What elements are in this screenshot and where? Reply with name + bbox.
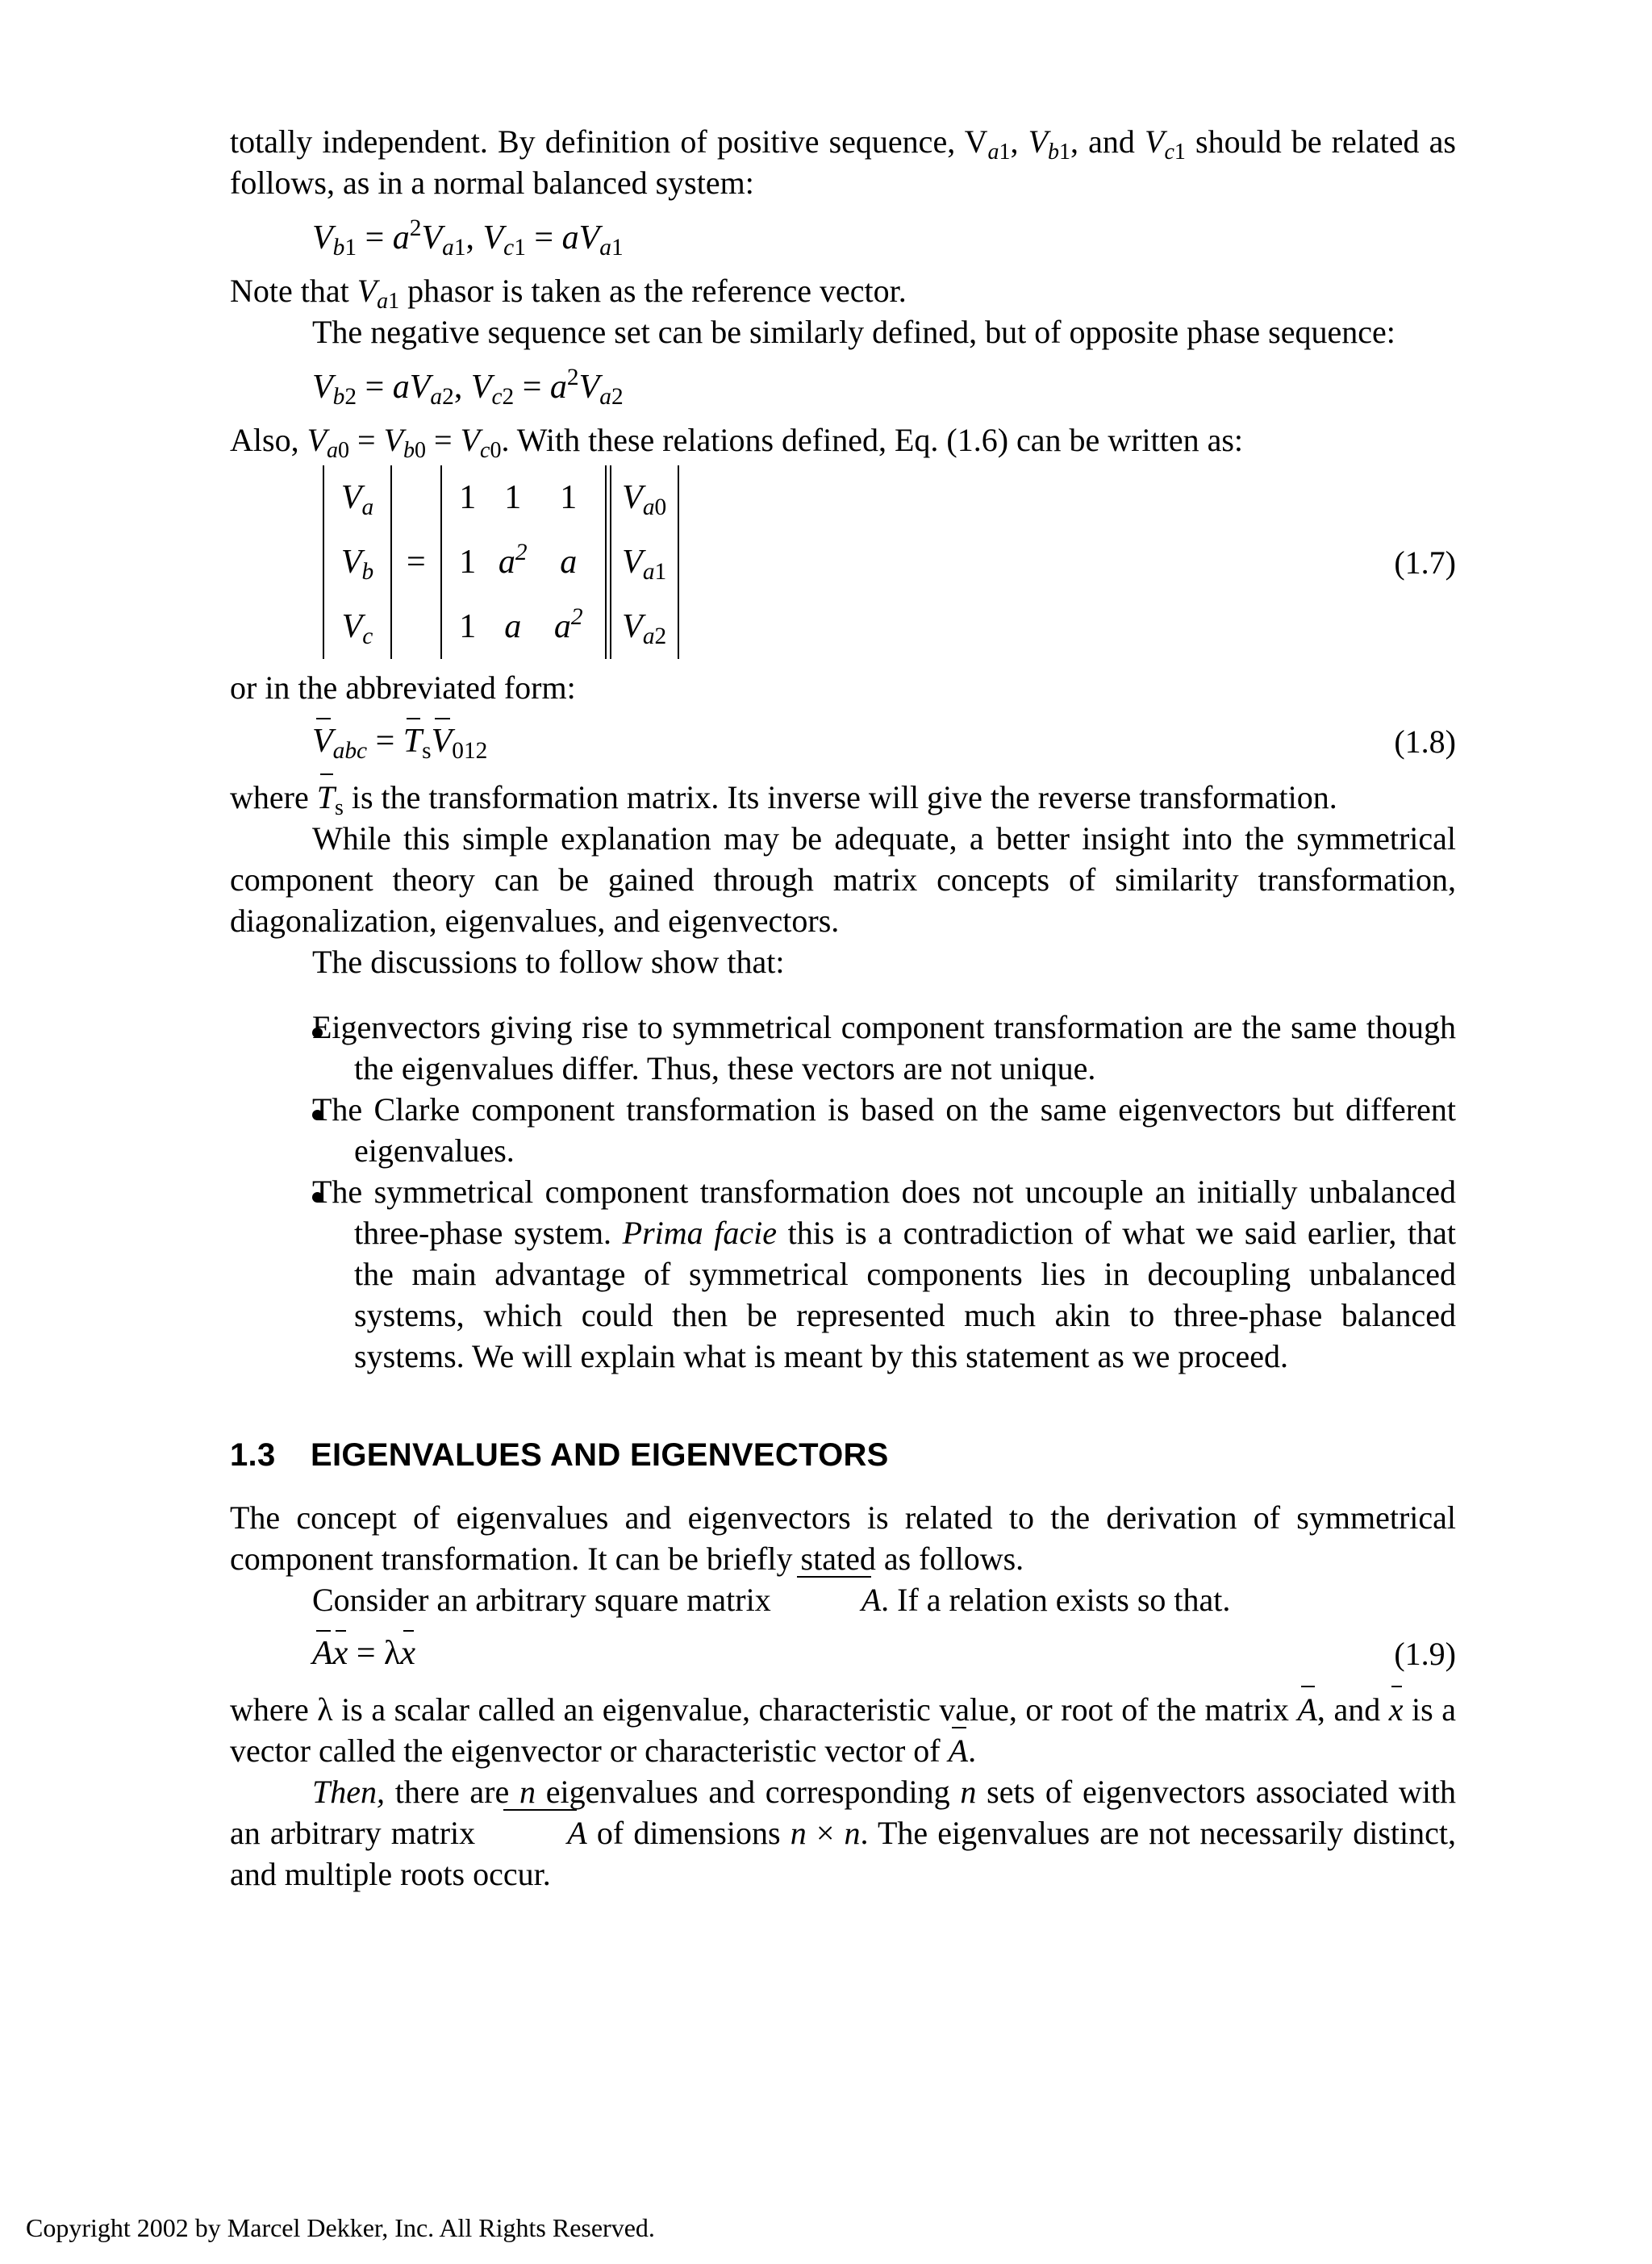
equation-number: (1.9) [1394, 1636, 1456, 1672]
paragraph-insight: While this simple explanation may be adequate, a better insight into the symmetrical component theory can be gained through matrix concepts of similarity transformation, diagonalization, eigenvalues, and eigenvectors. [230, 820, 1456, 939]
page-body [230, 121, 1456, 1895]
list-item: Eigenvectors giving rise to symmetrical component transformation are the same though the eigenvalues differ. Thus, these vectors are not unique. [230, 1007, 1456, 1089]
list-item: The symmetrical component transformation does not uncouple an initially unbalanced three-phase system. Prima facie this is a contradiction of what we said earlier, that the main advantage of symmetrical components lies in decoupling unbalanced systems, which could then be represented much akin to three-phase balanced systems. We will explain what is meant by this statement as we proceed. [230, 1171, 1456, 1377]
bullet-icon [312, 1007, 323, 1048]
equation-number: (1.8) [1394, 723, 1456, 760]
paragraph-discussions: The discussions to follow show that: [312, 944, 785, 980]
equation-negative-sequence: $V_{b2} = aV_{a2}$, $V_{c2} = a^2V_{a2}$ [312, 364, 624, 411]
bullet-list [230, 1007, 1456, 1377]
equation-positive-sequence: $V_{b1} = a^2V_{a1}$, $V_{c1} = aV_{a1}$ [312, 215, 624, 261]
matrix-v012: $V_{a0}$ $V_{a1}$ $V_{a2}$ [610, 465, 679, 659]
paragraph-arbitrary-matrix: Consider an arbitrary square matrix A. If a relation exists so that. [230, 1579, 1456, 1620]
section-heading: 1.3 EIGENVALUES AND EIGENVECTORS [230, 1437, 889, 1473]
matrix-vabc: $V_a$ $V_b$ $V_c$ [323, 465, 392, 659]
paragraph-negative-sequence: The negative sequence set can be similarly defined, but of opposite phase sequence: [312, 314, 1395, 350]
paragraph-positive-sequence: totally independent. By definition of positive sequence, $V_{a1}$, $V_{b1}$, and $V_{c1}$ should be related as follows, as in a normal balanced system: [230, 123, 1456, 201]
paragraph-zero-sequence: Also, $V_{a0} = V_{b0} = V_{c0}$. With these relations defined, Eq. (1.6) can be written as: [230, 422, 1244, 463]
equation-number: (1.7) [1394, 544, 1456, 581]
list-item: The Clarke component transformation is based on the same eigenvectors but different eigenvalues. [230, 1089, 1456, 1171]
copyright-notice: Copyright 2002 by Marcel Dekker, Inc. All Rights Reserved. [26, 2213, 655, 2242]
bullet-icon [312, 1171, 323, 1212]
equation-1-8: $V_{abc} = T_sV_{012}$ (1.8) [312, 723, 1456, 765]
paragraph-abbreviated: or in the abbreviated form: [230, 669, 576, 706]
paragraph-transformation-matrix: where $T_s$ is the transformation matrix. Its inverse will give the reverse transformation. [230, 777, 1456, 818]
paragraph-eigenvalue-definition: where λ is a scalar called an eigenvalue, characteristic value, or root of the matrix A, and x is a vector called the eigenvector or characteristic vector of A. [230, 1689, 1456, 1771]
bullet-icon [312, 1089, 323, 1130]
paragraph-n-eigenvalues: Then, there are n eigenvalues and corresponding n sets of eigenvectors associated with an arbitrary matrix A of dimensions n × n. The eigenvalues are not necessarily distinct, and multiple roots occur. [230, 1774, 1457, 1892]
equation-1-9: Ax = λx (1.9) [230, 1633, 1456, 1674]
matrix-ts: 1 1 1 1 $a^2$ a 1 a $a^2$ [440, 465, 607, 659]
paragraph-note: Note that $V_{a1}$ phasor is taken as the reference vector. [230, 273, 907, 314]
paragraph-eigen-concept: The concept of eigenvalues and eigenvectors is related to the derivation of symmetrical component transformation. It can be briefly stated as follows. [230, 1499, 1456, 1577]
equation-1-7: $V_a$ $V_b$ $V_c$ = 1 1 1 1 $a^2$ a 1 a $a^2$ $V_{a0}$ $V_{a1}$ $V_{a2}$ (1.7) [230, 465, 1456, 659]
